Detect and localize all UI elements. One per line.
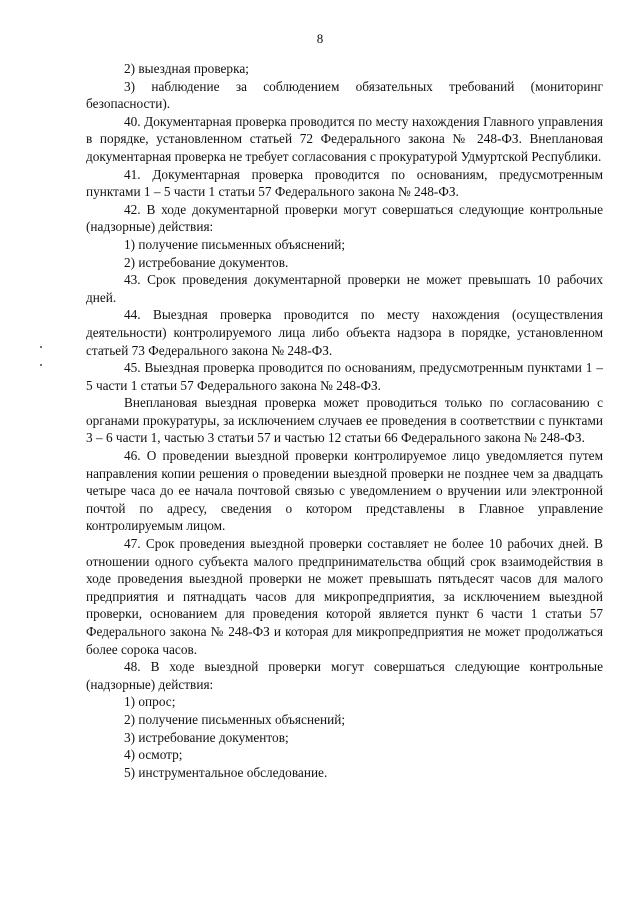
clause-48-item-3: 3) истребование документов;: [124, 729, 289, 745]
clause-45: 45. Выездная проверка проводится по основаниям, предусмотренным пунктами 1 – 5 части 1 статьи 57 Федерального закона № 248-ФЗ.: [86, 360, 603, 393]
scan-speck: [40, 364, 42, 366]
clause-48: 48. В ходе выездной проверки могут совершаться следующие контрольные (надзорные) действия:: [86, 659, 603, 692]
clause-43: 43. Срок проведения документарной проверки не может превышать 10 рабочих дней.: [86, 272, 603, 305]
clause-42-item-1: 1) получение письменных объяснений;: [124, 236, 346, 252]
scan-speck: [40, 346, 42, 348]
clause-40: 40. Документарная проверка проводится по месту нахождения Главного управления в порядке, установленном статьей 72 Федерального закона № 248-ФЗ. Внеплановая документарная проверка не требует согласования с прокуратурой Удмуртской Республики.: [86, 113, 603, 164]
document-body: [86, 60, 603, 781]
clause-45-unscheduled: Внеплановая выездная проверка может проводиться только по согласованию с органами прокуратуры, за исключением случаев ее проведения в соответствии с пунктами 3 – 6 части 1, частью 3 статьи 57 и частью 12 статьи 66 Федерального закона № 248-ФЗ.: [86, 395, 603, 446]
clause-47: 47. Срок проведения выездной проверки составляет не более 10 рабочих дней. В отношении одного субъекта малого предпринимательства общий срок взаимодействия в ходе проведения выездной проверки не может превышать пятьдесят часов для малого предприятия и пятнадцать часов для микропредприятия, за исключением выездной проверки, основанием для проведения которой является пункт 6 части 1 статьи 57 Федерального закона № 248-ФЗ и которая для микропредприятия не может продолжаться более сорока часов.: [86, 536, 603, 657]
clause-42-item-2: 2) истребование документов.: [124, 254, 289, 270]
clause-48-item-1: 1) опрос;: [124, 694, 176, 710]
clause-42: 42. В ходе документарной проверки могут совершаться следующие контрольные (надзорные) действия:: [86, 201, 603, 235]
clause-44: 44. Выездная проверка проводится по месту нахождения (осуществления деятельности) контролируемого лица либо объекта надзора в порядке, установленном статьей 73 Федерального закона № 248-ФЗ.: [86, 307, 603, 358]
page-number: 8: [316, 31, 324, 46]
clause-48-item-5: 5) инструментальное обследование.: [124, 764, 328, 780]
clause-48-item-2: 2) получение письменных объяснений;: [124, 711, 346, 727]
clause-46: 46. О проведении выездной проверки контролируемое лицо уведомляется путем направления копии решения о проведении выездной проверки не позднее чем за двадцать четыре часа до ее начала почтовой связью с уведомлением о вручении или электронной почтой по адресу, сведения о котором представлены в Главное управление контролируемым лицом.: [86, 448, 603, 534]
list-item-2-field-inspection: 2) выездная проверка;: [124, 61, 249, 76]
clause-48-item-4: 4) осмотр;: [124, 747, 183, 763]
clause-41: 41. Документарная проверка проводится по основаниям, предусмотренным пунктами 1 – 5 части 1 статьи 57 Федерального закона № 248-ФЗ.: [86, 166, 603, 200]
list-item-3-monitoring: 3) наблюдение за соблюдением обязательных требований (мониторинг безопасности).: [86, 78, 603, 112]
